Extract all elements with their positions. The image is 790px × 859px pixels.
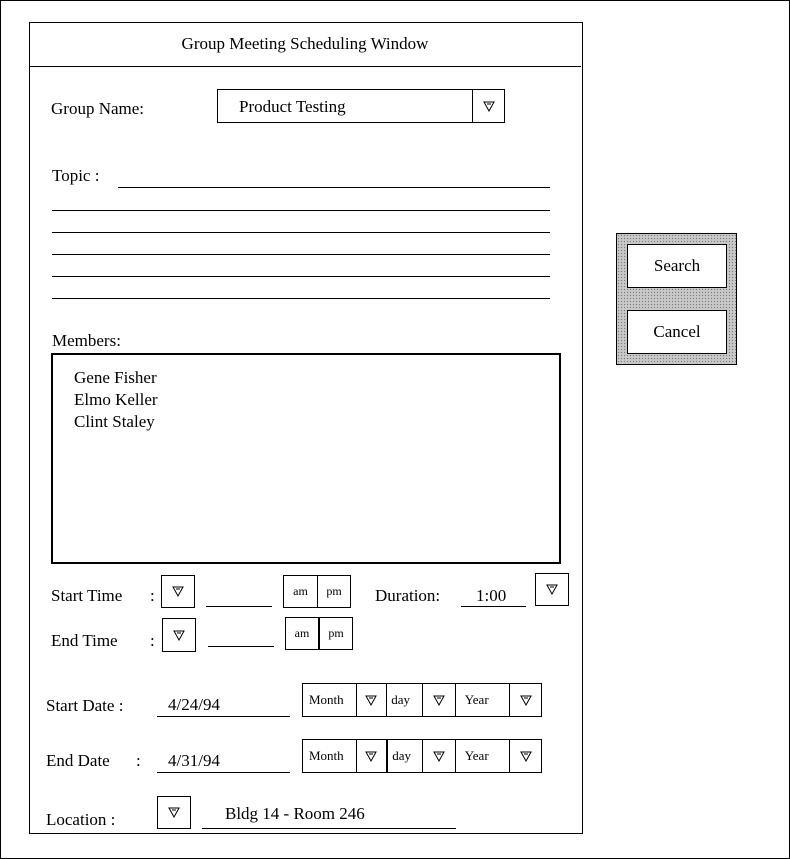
start-time-input[interactable] — [206, 606, 272, 607]
triangle-down-icon — [483, 101, 495, 112]
member-item[interactable]: Elmo Keller — [74, 390, 158, 409]
triangle-down-icon — [172, 586, 184, 597]
start-date-year-dropdown[interactable] — [510, 684, 541, 716]
end-date-year-dropdown[interactable] — [510, 740, 541, 772]
end-date-month[interactable]: Month — [303, 740, 357, 772]
duration-label: Duration: — [375, 586, 441, 605]
end-time-input[interactable] — [208, 646, 274, 647]
start-date-picker[interactable] — [302, 683, 542, 717]
triangle-down-icon — [520, 695, 532, 706]
end-time-dropdown[interactable] — [162, 618, 196, 652]
start-date-month-dropdown[interactable] — [357, 684, 388, 716]
group-name-value: Product Testing — [239, 97, 346, 116]
end-date-year[interactable]: Year — [456, 740, 511, 772]
members-list[interactable] — [51, 353, 561, 564]
location-value: Bldg 14 - Room 246 — [225, 804, 365, 823]
start-date-year[interactable]: Year — [456, 684, 511, 716]
start-time-label: Start Time — [51, 586, 123, 605]
topic-label: Topic : — [52, 166, 100, 185]
start-date-input[interactable] — [157, 716, 290, 717]
duration-input[interactable] — [461, 606, 526, 607]
end-time-ampm[interactable] — [285, 617, 353, 650]
end-date-colon: : — [136, 751, 141, 770]
end-date-picker[interactable] — [302, 739, 542, 773]
topic-input-line-1[interactable] — [118, 187, 550, 188]
member-item[interactable]: Clint Staley — [74, 412, 155, 431]
group-name-select[interactable] — [217, 89, 505, 123]
triangle-down-icon — [173, 630, 185, 641]
start-time-dropdown[interactable] — [161, 575, 195, 608]
group-name-label: Group Name: — [51, 99, 145, 118]
topic-input-line-3[interactable] — [52, 232, 550, 233]
topic-input-line-4[interactable] — [52, 254, 550, 255]
end-date-label: End Date — [46, 751, 110, 770]
triangle-down-icon — [433, 751, 445, 762]
end-date-value: 4/31/94 — [168, 751, 220, 770]
members-label: Members: — [52, 331, 121, 350]
location-input[interactable] — [202, 828, 456, 829]
end-time-am[interactable]: am — [286, 618, 320, 649]
start-date-day[interactable]: day — [387, 684, 423, 716]
end-time-pm[interactable]: pm — [328, 626, 344, 640]
action-panel — [616, 233, 737, 365]
end-date-day[interactable]: day — [388, 740, 423, 772]
triangle-down-icon — [365, 695, 377, 706]
end-date-day-dropdown[interactable] — [423, 740, 456, 772]
end-time-colon: : — [150, 631, 155, 650]
location-dropdown[interactable] — [157, 796, 191, 829]
start-date-month[interactable]: Month — [303, 684, 357, 716]
start-date-label: Start Date : — [46, 696, 124, 715]
start-date-value: 4/24/94 — [168, 695, 220, 714]
search-button[interactable]: Search — [627, 244, 727, 288]
window-title-bar — [29, 22, 581, 67]
triangle-down-icon — [520, 751, 532, 762]
start-date-day-dropdown[interactable] — [423, 684, 456, 716]
end-time-label: End Time — [51, 631, 118, 650]
topic-input-line-6[interactable] — [52, 298, 550, 299]
duration-dropdown[interactable] — [535, 573, 569, 606]
triangle-down-icon — [433, 695, 445, 706]
triangle-down-icon — [168, 807, 180, 818]
duration-value: 1:00 — [476, 586, 507, 605]
location-label: Location : — [46, 810, 116, 829]
window-title: Group Meeting Scheduling Window — [181, 34, 429, 53]
topic-input-line-5[interactable] — [52, 276, 550, 277]
end-date-month-dropdown[interactable] — [357, 740, 389, 772]
cancel-button[interactable]: Cancel — [627, 310, 727, 354]
start-time-colon: : — [150, 586, 155, 605]
start-time-ampm[interactable] — [283, 575, 351, 608]
triangle-down-icon — [546, 584, 558, 595]
start-time-pm[interactable]: pm — [326, 584, 342, 598]
group-name-dropdown[interactable] — [472, 90, 505, 122]
start-time-am[interactable]: am — [284, 576, 318, 607]
triangle-down-icon — [365, 751, 377, 762]
end-date-input[interactable] — [157, 772, 290, 773]
topic-input-line-2[interactable] — [52, 210, 550, 211]
member-item[interactable]: Gene Fisher — [74, 368, 157, 387]
